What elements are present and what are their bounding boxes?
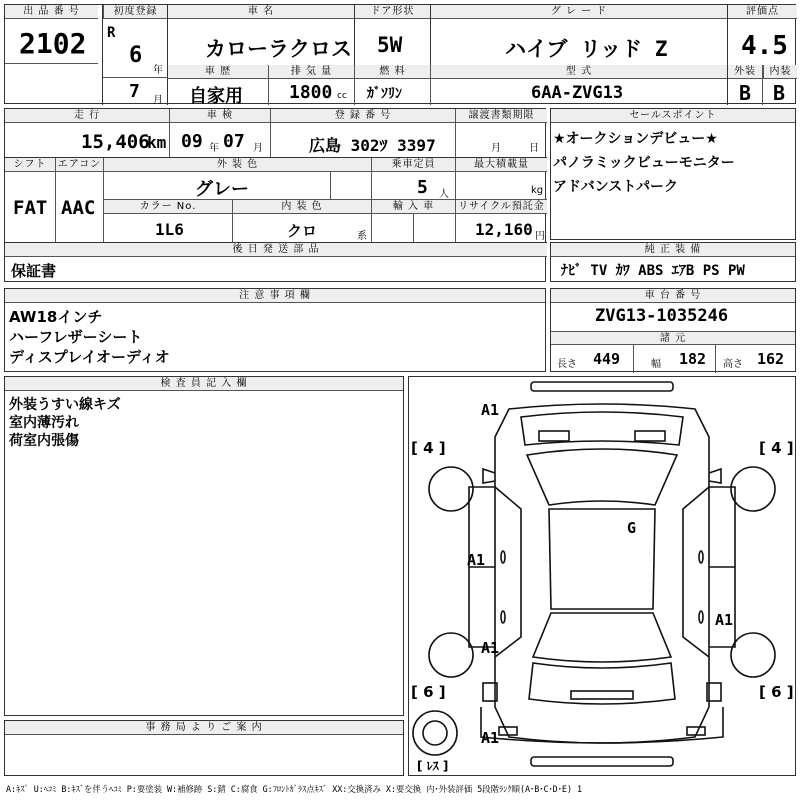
capacity-unit: 人	[439, 189, 449, 200]
fuel: ｶﾞｿﾘﾝ	[367, 86, 402, 102]
car-diagram	[408, 376, 796, 776]
aircon: AAC	[61, 197, 96, 219]
history: 自家用	[189, 86, 243, 107]
inspector-label: 検 査 員 記 入 欄	[5, 377, 403, 391]
int-color-label: 内 装 色	[233, 200, 371, 214]
first-reg-month-unit: 月	[153, 95, 163, 106]
auction-no: 2102	[19, 27, 87, 60]
spec-block	[4, 108, 546, 282]
auction-no-label: 出 品 番 号	[5, 5, 98, 19]
inspector-line-2: 室内薄汚れ	[9, 415, 79, 431]
width: 182	[679, 350, 707, 368]
displacement-unit: cc	[337, 91, 347, 101]
ext-color: グレー	[195, 179, 249, 200]
interior-label: 内装	[763, 65, 797, 79]
displacement-label: 排 気 量	[269, 65, 354, 79]
transfer-month-unit: 月	[491, 143, 501, 154]
sales-point-2: パノラミックビューモニター	[553, 155, 735, 171]
recycle-label: リサイクル預託金	[456, 200, 547, 214]
first-reg-year-unit: 年	[153, 65, 163, 76]
displacement: 1800	[289, 82, 333, 103]
capacity-label: 乗車定員	[372, 158, 455, 172]
later-parts: 保証書	[11, 262, 57, 280]
sales-points-label: セールスポイント	[551, 109, 795, 123]
transfer-label: 譲渡書類期限	[456, 109, 547, 123]
grade-label: グ レ ー ド	[431, 5, 727, 19]
grade: ハイブ リッド Z	[505, 37, 668, 61]
first-reg-label: 初度登録	[103, 5, 167, 19]
chassis-label: 車 台 番 号	[551, 289, 795, 303]
notes-label: 注 意 事 項 欄	[5, 289, 545, 303]
tire-rr: [ 6 ]	[759, 683, 794, 701]
model: 6AA-ZVG13	[531, 83, 624, 103]
sales-point-3: アドバンストパーク	[553, 179, 679, 195]
height: 162	[757, 350, 785, 368]
aircon-label: エアコン	[57, 159, 102, 170]
note-1: AW18インチ	[9, 308, 103, 326]
top-row	[4, 4, 796, 107]
mileage-unit: km	[147, 133, 167, 152]
import-label: 輸 入 車	[372, 200, 455, 214]
exterior-score: B	[739, 81, 752, 105]
inspection-year-unit: 年	[209, 143, 219, 154]
mark-a1-left: A1	[467, 551, 486, 569]
office-label: 事 務 局 よ り ご 案 内	[5, 721, 403, 735]
model-label: 型 式	[431, 65, 727, 79]
width-label: 幅	[651, 359, 661, 370]
legend: A:ｷｽﾞ U:ﾍｺﾐ B:ｷｽﾞを伴うﾍｺﾐ P:要塗装 W:補修跡 S:錆 C:腐食 G:ﾌﾛﾝﾄｶﾞﾗｽ点ｷｽﾞ XX:交換済み X:要交換 内･外装評価 5段階ﾗﾝｸ順(A･B･C･D･E) 1	[6, 784, 583, 794]
ext-color-label: 外 装 色	[104, 158, 371, 172]
inspector-line-1: 外装うすい線キズ	[9, 397, 121, 413]
shift: FAT	[13, 197, 48, 219]
transfer-day-unit: 日	[529, 143, 539, 154]
mark-a1-bottom: A1	[481, 729, 500, 747]
mileage: 15,406	[81, 131, 150, 153]
equipment-box	[550, 242, 796, 282]
height-label: 高さ	[723, 359, 743, 370]
chassis: ZVG13-1035246	[595, 306, 729, 326]
note-3: ディスプレイオーディオ	[9, 348, 170, 366]
tire-fl: [ 4 ]	[411, 439, 446, 457]
capacity: 5	[417, 177, 428, 198]
mark-a1-right: A1	[715, 611, 734, 629]
int-color: クロ	[287, 222, 318, 240]
equipment-label: 純 正 装 備	[551, 243, 795, 257]
notes-box	[4, 288, 546, 372]
later-parts-label: 後 日 発 送 部 品	[5, 243, 547, 257]
mark-a1-lower-left: A1	[481, 639, 500, 657]
inspection-year: 09	[181, 131, 203, 152]
inspection-month-unit: 月	[253, 143, 263, 154]
mileage-label: 走 行	[5, 109, 169, 123]
mark-g: G	[627, 519, 637, 537]
tire-fr: [ 4 ]	[759, 439, 794, 457]
exterior-label: 外装	[728, 65, 762, 79]
fuel-label: 燃 料	[355, 65, 430, 79]
interior-score: B	[773, 81, 786, 105]
first-reg-era: R	[107, 25, 116, 41]
sales-points-box	[550, 108, 796, 240]
note-2: ハーフレザーシート	[9, 328, 143, 346]
recycle: 12,160	[475, 220, 533, 239]
tire-rl: [ 6 ]	[411, 683, 446, 701]
recycle-unit: 円	[535, 231, 545, 242]
history-label: 車 歴	[168, 65, 268, 79]
office-box	[4, 720, 404, 776]
reg-no: 広島 302ﾂ 3397	[309, 136, 436, 155]
dims-label: 諸 元	[551, 332, 795, 345]
reg-no-label: 登 録 番 号	[271, 109, 455, 123]
inspection-month: 07	[223, 131, 245, 152]
color-no: 1L6	[155, 220, 184, 239]
door: 5W	[377, 33, 403, 57]
shift-label: シフト	[5, 158, 55, 172]
car-outline-drawing	[409, 377, 795, 775]
color-no-label: カラー No.	[104, 200, 232, 214]
door-label: ドア形状	[355, 5, 430, 19]
first-reg-month: 7	[129, 81, 140, 102]
score-label: 評価点	[728, 5, 797, 19]
car-name: カローラクロス	[205, 37, 352, 61]
car-name-label: 車 名	[168, 5, 354, 19]
max-load-label: 最大積載量	[456, 158, 547, 172]
int-color-unit: 系	[357, 231, 367, 242]
chassis-box	[550, 288, 796, 372]
length-label: 長さ	[557, 359, 577, 370]
length: 449	[593, 350, 621, 368]
first-reg-year: 6	[129, 43, 143, 68]
score: 4.5	[741, 31, 788, 61]
inspection-label: 車 検	[170, 109, 270, 123]
equipment: ﾅﾋﾞ TV ｶﾜ ABS ｴｱB PS PW	[561, 263, 745, 279]
mark-a1-top: A1	[481, 401, 500, 419]
max-load-unit: kg	[531, 185, 544, 196]
sales-point-1: ★オークションデビュー★	[553, 131, 718, 147]
tire-spare: [ ﾚｽ ]	[417, 759, 449, 773]
inspector-box	[4, 376, 404, 716]
inspector-line-3: 荷室内張傷	[9, 433, 79, 449]
